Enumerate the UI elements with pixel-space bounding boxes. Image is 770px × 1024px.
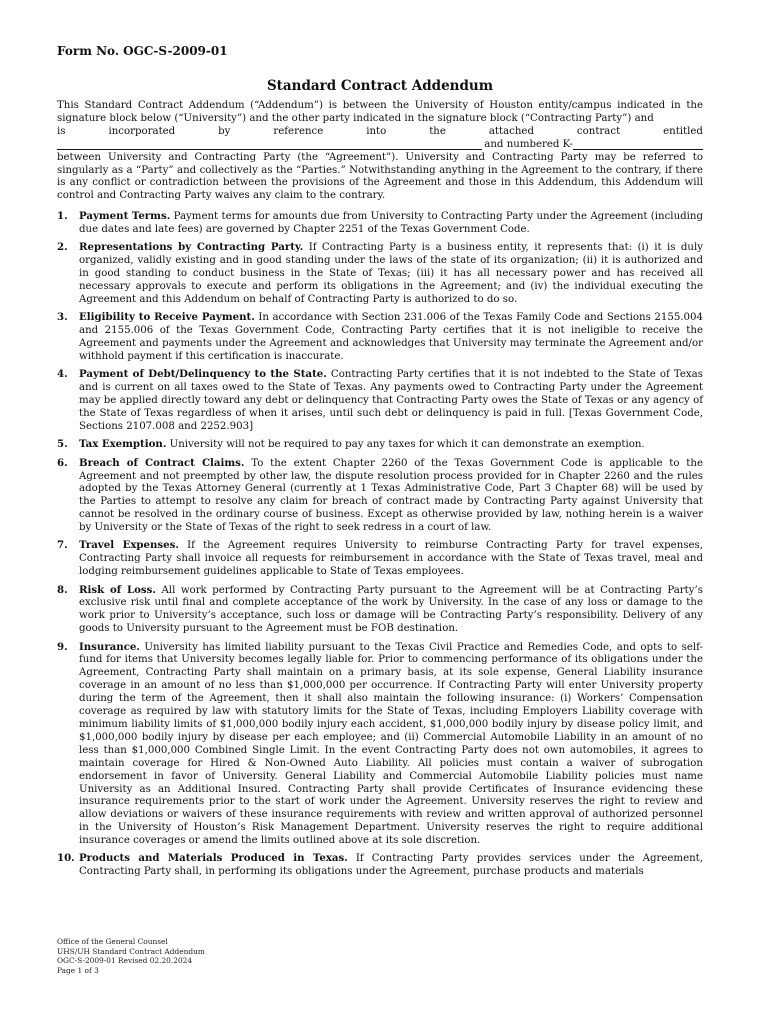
section-heading: Risk of Loss. (79, 583, 156, 596)
section-item (57, 368, 703, 434)
section-text: If Contracting Party is a business entity, it represents that: (i) it is duly organized, validly existing and in good standing under the laws of the state of its organization; (ii) it is authorized and in good standing to conduct business in the State of Texas; (iii) it has all necessary power and has received all necessary approvals to execute and perform its obligations in the Agreement; and (iv) the individual executing the Agreement and this Addendum on behalf of Contracting Party is authorized to do so. (79, 242, 704, 306)
section-number: 8. (57, 583, 68, 596)
addendum-sections (57, 210, 703, 879)
section-number: 1. (57, 210, 68, 223)
section-heading: Breach of Contract Claims. (79, 456, 245, 469)
intro-word: reference (273, 125, 324, 137)
contract-number-blank[interactable] (573, 139, 703, 150)
footer-office: Office of the General Counsel (57, 937, 168, 946)
section-text: Contracting Party certifies that it is not indebted to the State of Texas and is current on all taxes owed to the State of Texas. Any payments owed to Contracting Party under the Agreement may be applied directly toward any debt or delinquency that Contracting Party owes the State of Texas or any agency of the State of Texas regardless of when it arises, until such debt or delinquency is paid in full. [Texas Government Code, Sections 2107.008 and 2252.903] (79, 369, 703, 433)
section-item (57, 852, 703, 879)
section-item (57, 539, 703, 579)
intro-word: entitled (663, 125, 703, 137)
intro-word: incorporated (108, 125, 176, 137)
section-number: 10. (57, 852, 75, 865)
contract-title-blank[interactable] (57, 139, 482, 150)
intro-word: by (218, 125, 231, 137)
intro-spread-line (57, 126, 703, 139)
section-item (57, 584, 703, 637)
section-heading: Payment of Debt/Delinquency to the State. (79, 368, 327, 381)
document-page (57, 44, 703, 884)
section-text: All work performed by Contracting Party pursuant to the Agreement will be at Contracting Party’s exclusive risk until final and complete acceptance of the work by University. In the case of any loss or damage to the work prior to University’s acceptance, such loss or damage will be Contracting Party’s responsibility. Delivery of any goods to University pursuant to the Agreement must be FOB destination. (79, 584, 703, 635)
footer-page-number: Page 1 of 3 (57, 965, 99, 975)
section-number: 9. (57, 640, 68, 653)
section-text: To the extent Chapter 2260 of the Texas Government Code is applicable to the Agreement and not preempted by other law, the dispute resolution process provided for in Chapter 2260 and the rules adopted by the Texas Attorney General (currently at 1 Texas Administrative Code, Part 3 Chapter 68) will be used by the Parties to attempt to resolve any claim for breach of contract made by Contracting Party against University that cannot be resolved in the ordinary course of business. Except as otherwise provided by law, nothing herein is a waiver by University or the State of Texas of the right to seek redress in a court of law. (79, 457, 703, 534)
section-heading: Travel Expenses. (79, 539, 179, 552)
section-heading: Payment Terms. (79, 210, 171, 223)
section-heading: Tax Exemption. (79, 438, 167, 451)
section-heading: Insurance. (79, 640, 140, 653)
section-number: 6. (57, 456, 68, 469)
section-text: Payment terms for amounts due from University to Contracting Party under the Agreement (including due dates and late fees) are governed by Chapter 2251 of the Texas Government Code. (79, 211, 703, 236)
intro-word: attached (488, 125, 534, 137)
footer-doc-name: UHS/UH Standard Contract Addendum (57, 946, 205, 956)
section-item (57, 641, 703, 849)
section-heading: Eligibility to Receive Payment. (79, 311, 255, 324)
section-text: If the Agreement requires University to reimburse Contracting Party for travel expenses, Contracting Party shall invoice all requests for reimbursement in accordance with the State of Texas travel, meal and lodging reimbursement guidelines applicable to State of Texas employees. (79, 540, 703, 578)
section-number: 4. (57, 368, 68, 381)
contract-number-label: and numbered K- (484, 138, 573, 150)
footer-revision: OGC-S-2009-01 Revised 02.20.2024 (57, 956, 193, 966)
document-title: Standard Contract Addendum (266, 78, 494, 94)
section-text: In accordance with Section 231.006 of the Texas Family Code and Sections 2155.004 and 2155.006 of the Texas Government Code, Contracting Party certifies that it is not ineligible to receive the Agreement and payments under the Agreement and acknowledges that University may terminate the Agreement and/or withhold payment if this certification is inaccurate. (79, 312, 703, 363)
intro-paragraph-part2: between University and Contracting Party (the “Agreement”). University and Contracting Party may be referred to singularly as a “Party” and collectively as the “Parties.” Notwithstanding anything in the Agreement to the contrary, if there is any conflict or contradiction between the provisions of the Agreement and those in this Addendum, this Addendum will control and Contracting Party waives any claim to the contrary. (57, 151, 703, 202)
section-heading: Representations by Contracting Party. (79, 241, 304, 254)
intro-word: is (57, 125, 66, 137)
section-item (57, 457, 703, 535)
section-item (57, 210, 703, 237)
section-item (57, 311, 703, 364)
section-number: 7. (57, 539, 68, 552)
section-number: 5. (57, 438, 68, 451)
form-number: Form No. OGC-S-2009-01 (57, 44, 228, 58)
section-heading: Products and Materials Produced in Texas. (79, 852, 348, 865)
intro-word: the (429, 125, 446, 137)
contract-title-blank-line (57, 139, 703, 152)
intro-word: into (366, 125, 387, 137)
section-number: 3. (57, 311, 68, 324)
section-number: 2. (57, 241, 68, 254)
section-item (57, 241, 703, 307)
section-text: University will not be required to pay any taxes for which it can demonstrate an exemption. (166, 439, 645, 451)
intro-paragraph-part1: This Standard Contract Addendum (“Addendum”) is between the University of Houston entity/campus indicated in the signature block below (“University”) and the other party indicated in the signature block (“Contracting Party”) and (57, 100, 703, 124)
section-text: University has limited liability pursuant to the Texas Civil Practice and Remedies Code, and opts to self-fund for items that University becomes legally liable for. Prior to commencing performance of its obligations under the Agreement, Contracting Party shall maintain on a primary basis, at its sole expense, General Liability insurance coverage in an amount of no less than $1,000,000 per occurrence. If Contracting Party will enter University property during the term of the Agreement, then it shall also maintain the following insurance: (i) Workers’ Compensation coverage as required by law with statutory limits for the State of Texas, including Employers Liability coverage with minimum liability limits of $1,000,000 bodily injury each accident, $1,000,000 bodily injury by disease policy limit, and $1,000,000 bodily injury by disease per each employee; and (ii) Commercial Automobile Liability in an amount of no less than $1,000,000 Combined Single Limit. In the event Contracting Party does not own automobiles, it agrees to maintain coverage for Hired & Non-Owned Auto Liability. All policies must contain a waiver of subrogation endorsement in favor of University. General Liability and Commercial Automobile Liability policies must name University as an Additional Insured. Contracting Party shall provide Certificates of Insurance evidencing these insurance requirements prior to the start of work under the Agreement. University reserves the right to review and allow deviations or waivers of these insurance requirements with review and written approval of authorized personnel in the University of Houston’s Risk Management Department. University reserves the right to require additional insurance coverages or amend the limits outlined above at its sole discretion. (79, 641, 703, 847)
intro-word: contract (576, 125, 621, 137)
section-text: If Contracting Party provides services under the Agreement, Contracting Party shall, in performing its obligations under the Agreement, purchase products and materials (79, 853, 703, 878)
section-item (57, 438, 703, 452)
page-footer (57, 937, 205, 975)
